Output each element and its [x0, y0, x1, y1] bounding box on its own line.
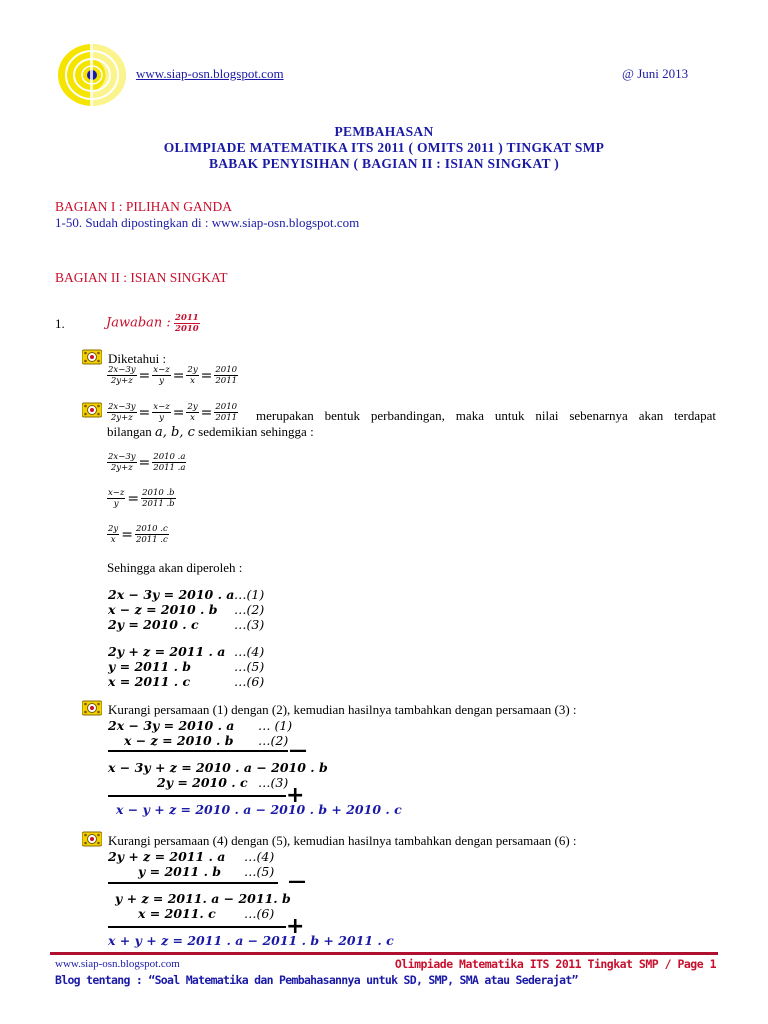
- plus-sign-icon: +: [286, 783, 305, 808]
- answer-numerator: 2011: [175, 313, 199, 323]
- step1-instruction: Kurangi persamaan (1) dengan (2), kemudian hasilnya tambahkan dengan persamaan (3) :: [108, 702, 577, 717]
- fraction-den: y: [159, 413, 164, 423]
- equation-2-tag: …(2): [234, 602, 265, 617]
- fraction-num: 2010 .a: [153, 452, 186, 462]
- footer-divider: [50, 952, 718, 955]
- given-ratio: $\frac{2x-3y}{2y+z}$ = $\frac{x-z}{y}$ = $\frac{2y}{x}$ = $\frac{2010}{2011}$: [108, 365, 238, 386]
- equation-4: 2y + z = 2011 . a: [108, 644, 226, 659]
- step1-eq1-tag: … (1): [258, 718, 293, 733]
- fraction-den: x: [110, 535, 116, 545]
- equation-1: 2x − 3y = 2010 . a: [108, 587, 235, 602]
- step1-eq1: 2x − 3y = 2010 . a: [108, 718, 235, 733]
- fraction-den: 2y+z: [110, 413, 133, 423]
- bagian2-heading: BAGIAN II : ISIAN SINGKAT: [55, 270, 228, 285]
- footer-page-label: Olimpiade Matematika ITS 2011 Tingkat SMP / Page 1: [394, 957, 716, 971]
- step2-divider-1: [108, 882, 278, 884]
- step1-divider-2: [108, 795, 286, 797]
- title-line-3: BABAK PENYISIHAN ( BAGIAN II : ISIAN SINGKAT ): [208, 156, 560, 171]
- bagian1-note: 1-50. Sudah dipostingkan di : www.siap-osn.blogspot.com: [55, 215, 360, 230]
- bullet-icon: [82, 402, 102, 418]
- header-date: @ Juni 2013: [622, 66, 689, 81]
- ratio-a: $\frac{2x-3y}{2y+z}$ = $\frac{2010 .a}{2011 .a}$: [108, 452, 186, 473]
- answer-fraction: [174, 313, 200, 334]
- problem-number: 1.: [55, 316, 65, 331]
- site-logo: [56, 42, 128, 108]
- sehingga-label: Sehingga akan diperoleh :: [107, 560, 243, 575]
- minus-sign-icon: —: [288, 871, 306, 892]
- equation-6: x = 2011 . c: [108, 674, 191, 689]
- fraction-den: 2011: [215, 413, 238, 423]
- minus-sign-icon: —: [289, 740, 307, 761]
- equation-4-tag: …(4): [234, 644, 265, 659]
- footer-blog-line: Blog tentang : “Soal Matematika dan Pembahasannya untuk SD, SMP, SMA atau Sederajat”: [55, 973, 578, 987]
- fraction-den: y: [159, 376, 164, 386]
- fraction-den: 2011 .b: [142, 499, 175, 509]
- explanation-vars: a, b, c: [155, 425, 195, 440]
- answer-denominator: 2010: [175, 324, 199, 334]
- header-website-link[interactable]: www.siap-osn.blogspot.com: [136, 66, 284, 81]
- fraction-num: 2y: [187, 365, 198, 375]
- ratio-explanation: $\frac{2x-3y}{2y+z}$ = $\frac{x-z}{y}$ = $\frac{2y}{x}$ = $\frac{2010}{2011}$: [108, 402, 238, 423]
- ratio-b: $\frac{x-z}{y}$ = $\frac{2010 .b}{2011 .b}$: [108, 488, 175, 509]
- fraction-num: 2x−3y: [108, 452, 136, 462]
- step2-eq5-tag: …(5): [244, 864, 275, 879]
- step2-subtotal: y + z = 2011. a − 2011. b: [115, 891, 291, 906]
- bullet-icon: [82, 700, 102, 716]
- step1-eq2-tag: …(2): [258, 733, 289, 748]
- fraction-num: 2y: [187, 402, 198, 412]
- equation-5-tag: …(5): [234, 659, 265, 674]
- step2-eq6: x = 2011. c: [138, 906, 216, 921]
- fraction-den: 2y+z: [110, 376, 133, 386]
- step1-subtotal: x − 3y + z = 2010 . a − 2010 . b: [108, 760, 328, 775]
- fraction-num: x−z: [153, 402, 170, 412]
- fraction-num: 2y: [108, 524, 119, 534]
- fraction-num: 2x−3y: [108, 402, 136, 412]
- step1-eq2: x − z = 2010 . b: [124, 733, 234, 748]
- equation-3: 2y = 2010 . c: [108, 617, 199, 632]
- step1-eq3-tag: …(3): [258, 775, 289, 790]
- bullet-icon: [82, 349, 102, 365]
- explanation-text-2: [107, 424, 314, 440]
- fraction-den: x: [190, 376, 195, 386]
- bullet-icon: [82, 831, 102, 847]
- diketahui-label: Diketahui :: [108, 351, 167, 366]
- ratio-c: $\frac{2y}{x}$ = $\frac{2010 .c}{2011 .c}$: [108, 524, 168, 545]
- bagian1-heading: BAGIAN I : PILIHAN GANDA: [55, 199, 232, 214]
- step2-eq5: y = 2011 . b: [138, 864, 222, 879]
- step1-eq3: 2y = 2010 . c: [157, 775, 248, 790]
- fraction-den: 2011 .a: [153, 463, 186, 473]
- fraction-num: x−z: [153, 365, 170, 375]
- fraction-num: 2010: [215, 402, 238, 412]
- explanation-text-1: merupakan bentuk perbandingan, maka untuk nilai sebenarnya akan terdapat: [256, 408, 716, 423]
- fraction-den: 2011 .c: [135, 535, 168, 545]
- fraction-den: y: [113, 499, 119, 509]
- equation-5: y = 2011 . b: [108, 659, 192, 674]
- step2-eq4: 2y + z = 2011 . a: [108, 849, 226, 864]
- equation-3-tag: …(3): [234, 617, 265, 632]
- step1-result: x − y + z = 2010 . a − 2010 . b + 2010 . c: [116, 802, 402, 817]
- step2-divider-2: [108, 926, 286, 928]
- fraction-num: 2010 .b: [142, 488, 175, 498]
- step2-eq6-tag: …(6): [244, 906, 275, 921]
- answer-line: [106, 313, 200, 334]
- fraction-den: x: [190, 413, 195, 423]
- fraction-num: 2010: [215, 365, 238, 375]
- equation-6-tag: …(6): [234, 674, 265, 689]
- title-line-1: PEMBAHASAN: [334, 124, 434, 139]
- step2-instruction: Kurangi persamaan (4) dengan (5), kemudian hasilnya tambahkan dengan persamaan (6) :: [108, 833, 577, 848]
- step2-result: x + y + z = 2011 . a − 2011 . b + 2011 . c: [108, 933, 394, 948]
- answer-label: Jawaban :: [106, 315, 171, 331]
- plus-sign-icon: +: [286, 914, 305, 939]
- equation-1-tag: …(1): [234, 587, 265, 602]
- title-line-2: OLIMPIADE MATEMATIKA ITS 2011 ( OMITS 2011 ) TINGKAT SMP: [163, 140, 605, 155]
- fraction-den: 2y+z: [110, 463, 133, 473]
- equation-2: x − z = 2010 . b: [108, 602, 218, 617]
- fraction-num: 2010 .c: [135, 524, 168, 534]
- fraction-num: x−z: [108, 488, 125, 498]
- fraction-num: 2x−3y: [108, 365, 136, 375]
- fraction-den: 2011: [215, 376, 238, 386]
- step1-divider-1: [108, 750, 288, 752]
- footer-website[interactable]: www.siap-osn.blogspot.com: [55, 958, 180, 970]
- step2-eq4-tag: …(4): [244, 849, 275, 864]
- explanation-part: sedemikian sehingga :: [194, 424, 314, 439]
- explanation-part: bilangan: [107, 424, 156, 439]
